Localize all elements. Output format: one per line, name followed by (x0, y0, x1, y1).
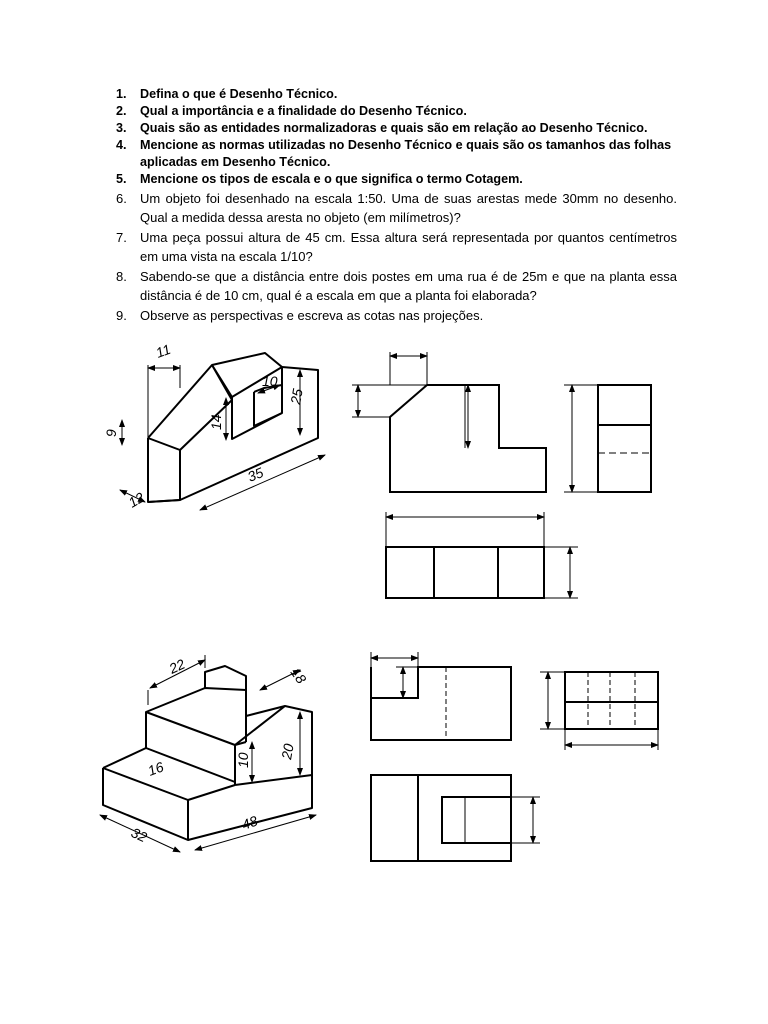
question-7: 7. Uma peça possui altura de 45 cm. Essa altura será representada por quantos centímetros em uma vista na escala 1/10? (116, 230, 677, 264)
isometric-drawing-1-dimensions (120, 365, 325, 510)
question-text: Observe as perspectivas e escreva as cotas nas projeções. (140, 308, 484, 323)
isometric-drawing-2-labels (129, 656, 310, 846)
question-5: 5. Mencione os tipos de escala e o que significa o termo Cotagem. (116, 172, 523, 186)
projection-2-top-dimensions (511, 797, 540, 843)
question-text: Mencione as normas utilizadas no Desenho Técnico e quais são os tamanhos das folhas aplicadas em Desenho Técnico. (140, 138, 672, 169)
question-text: Mencione os tipos de escala e o que significa o termo Cotagem. (140, 172, 523, 186)
projection-2-front-dimensions (371, 652, 418, 698)
dim-label: 16 (145, 758, 166, 779)
dim-label: 18 (287, 664, 310, 687)
projection-2-side-dimensions (540, 672, 658, 750)
iso2-tower (205, 666, 246, 745)
dim-label: 20 (278, 742, 297, 761)
dim-label: 48 (239, 812, 260, 833)
question-text: Defina o que é Desenho Técnico. (140, 87, 338, 101)
question-1: 1. Defina o que é Desenho Técnico. (116, 87, 338, 101)
dim-label: 9 (103, 429, 119, 437)
iso1-step (254, 385, 282, 426)
dim-label: 32 (128, 824, 150, 846)
question-2: 2. Qual a importância e a finalidade do Desenho Técnico. (116, 104, 467, 118)
question-6: 6. Um objeto foi desenhado na escala 1:50. Uma de suas arestas mede 30mm no desenho. Qual a medida dessa aresta no objeto (em milímetros)? (116, 191, 677, 225)
dim-label: 10 (262, 373, 278, 389)
isometric-drawing-1 (148, 353, 318, 502)
projection-1-side-dimensions (564, 385, 598, 492)
projection-2-side-view (565, 672, 658, 729)
projection-2-front-view (371, 667, 511, 740)
question-text: Sabendo-se que a distância entre dois postes em uma rua é de 25m e que na planta essa distância é de 10 cm, qual é a escala em que a planta foi elaborada? (140, 269, 677, 303)
dim-label: 25 (287, 387, 306, 406)
dim-label: 11 (153, 340, 173, 361)
dim-label: 35 (245, 464, 266, 485)
question-text: Qual a importância e a finalidade do Desenho Técnico. (140, 104, 467, 118)
question-text: Quais são as entidades normalizadoras e quais são em relação ao Desenho Técnico. (140, 121, 648, 135)
question-3: 3. Quais são as entidades normalizadoras e quais são em relação ao Desenho Técnico. (116, 121, 648, 135)
projection-1-top-view (386, 547, 544, 598)
dim-label: 22 (166, 655, 188, 677)
question-9: 9. Observe as perspectivas e escreva as cotas nas projeções. (116, 308, 484, 323)
dim-label: 12 (125, 488, 147, 511)
dim-label: 10 (235, 752, 251, 768)
iso1-bottom (148, 500, 180, 502)
projection-2-top-view (371, 775, 511, 861)
question-4: 4. Mencione as normas utilizadas no Desenho Técnico e quais são os tamanhos das folhas aplicadas em Desenho Técnico. (116, 138, 672, 169)
projection-1-top-dimensions (386, 512, 578, 598)
question-text: Uma peça possui altura de 45 cm. Essa altura será representada por quantos centímetros em uma vista na escala 1/10? (140, 230, 677, 264)
iso1-front-face (148, 438, 180, 502)
dim-label: 14 (208, 414, 224, 430)
question-text: Um objeto foi desenhado na escala 1:50. Uma de suas arestas mede 30mm no desenho. Qual a medida dessa aresta no objeto (em milímetros)? (140, 191, 677, 225)
projection-1-side-view (598, 385, 651, 492)
question-8: 8. Sabendo-se que a distância entre dois postes em uma rua é de 25m e que na planta essa distância é de 10 cm, qual é a escala em que a planta foi elaborada? (116, 269, 677, 303)
iso2-lower-step (103, 748, 235, 782)
